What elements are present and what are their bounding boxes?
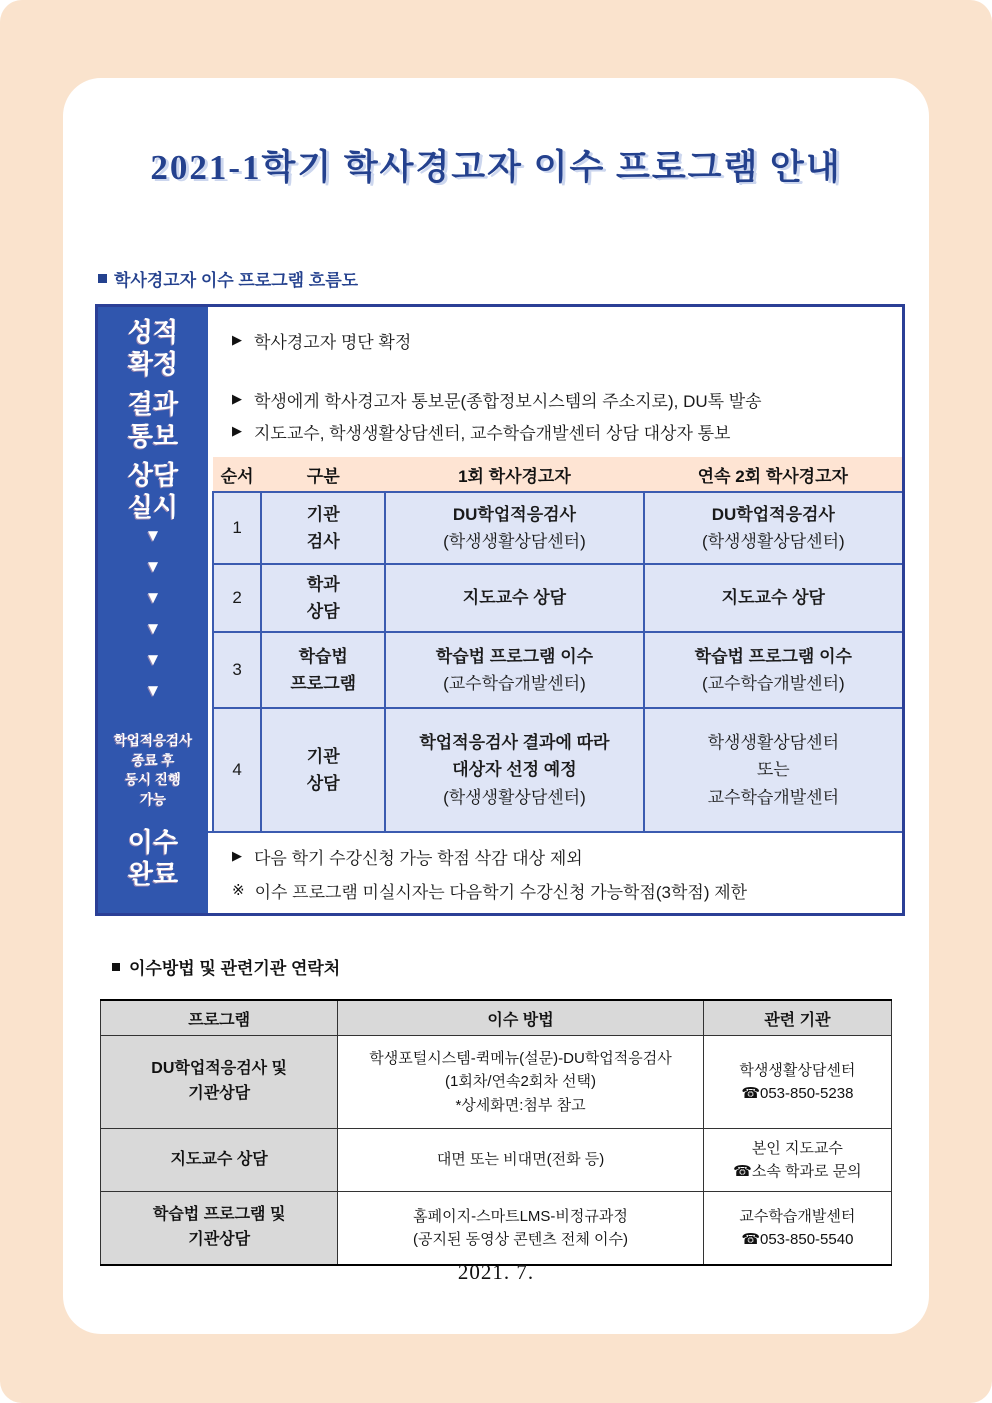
flow-step-complete xyxy=(208,831,902,913)
down-arrow-icon: ▼ xyxy=(144,681,162,700)
flow-step-line xyxy=(232,878,902,903)
cell-line: 기관상담 xyxy=(188,1085,251,1102)
flow-arrow-column xyxy=(98,520,208,706)
counsel-first-cell xyxy=(385,708,643,831)
contact-method-cell xyxy=(338,1192,703,1266)
cell-line: (학생생활상담센터) xyxy=(443,787,586,807)
contact-org-cell xyxy=(703,1036,891,1129)
cell-line: 또는 xyxy=(756,760,790,780)
counsel-second-cell xyxy=(644,564,902,632)
contact-program-cell xyxy=(101,1129,338,1192)
contact-table xyxy=(100,999,892,1266)
phone-line: ☎053-850-5238 xyxy=(741,1085,854,1102)
triangle-bullet-icon: ▶ xyxy=(232,848,242,863)
cell-line: 대면 또는 비대면(전화 등) xyxy=(436,1151,605,1169)
counsel-header-row xyxy=(213,457,902,492)
cell-line: (학생생활상담센터) xyxy=(701,532,845,551)
counsel-first-cell xyxy=(385,564,643,632)
counsel-no-cell: 2 xyxy=(213,564,261,632)
cell-line: 기관 xyxy=(306,504,340,524)
document-card xyxy=(63,78,929,1334)
contact-org-cell xyxy=(703,1129,891,1192)
sidebar-note-line: 가능 xyxy=(139,791,167,807)
cell-line: (교수학습개발센터) xyxy=(701,674,845,693)
contact-header-cell: 관련 기관 xyxy=(703,1000,891,1036)
reference-mark-icon: ※ xyxy=(232,882,245,899)
cell-line: 학업적응검사 결과에 따라 xyxy=(419,733,610,753)
table-row xyxy=(213,632,902,708)
contact-org-cell xyxy=(703,1192,891,1266)
cell-line: DU학업적응검사 및 xyxy=(151,1060,288,1078)
phone-line: ☎소속 학과로 문의 xyxy=(733,1163,862,1180)
down-arrow-icon: ▼ xyxy=(144,557,162,576)
flow-content xyxy=(208,307,902,913)
flow-sidebar xyxy=(98,307,208,913)
contact-method-cell xyxy=(338,1129,703,1192)
cell-line: DU학업적응검사 xyxy=(452,504,576,524)
cell-line: 학습법 xyxy=(298,646,348,666)
triangle-bullet-icon: ▶ xyxy=(232,332,242,347)
cell-line: 지도교수 상담 xyxy=(462,588,567,608)
stage-label-line: 이수 xyxy=(127,827,179,857)
sidebar-note-line: 학업적응검사 xyxy=(113,733,193,748)
triangle-bullet-icon: ▶ xyxy=(232,391,242,406)
square-bullet-icon xyxy=(112,963,120,971)
cell-line: 학생포털시스템-퀵메뉴(설문)-DU학업적응검사 xyxy=(369,1050,672,1068)
cell-line: 교수학습개발센터 xyxy=(707,787,839,807)
flow-step-line xyxy=(232,844,902,869)
down-arrow-icon: ▼ xyxy=(144,650,162,669)
contact-program-cell xyxy=(101,1192,338,1266)
cell-line: DU학업적응검사 xyxy=(711,504,835,524)
sidebar-note-line: 종료 후 xyxy=(131,752,175,768)
contact-header-row xyxy=(101,1000,892,1036)
counsel-header-cell: 순서 xyxy=(213,457,261,492)
counsel-second-cell xyxy=(644,632,902,708)
contact-header-cell: 프로그램 xyxy=(101,1000,338,1036)
down-arrow-icon: ▼ xyxy=(144,526,162,545)
flow-section-heading xyxy=(98,266,358,291)
flow-step-line xyxy=(232,419,902,444)
table-row xyxy=(101,1129,892,1192)
table-row xyxy=(213,708,902,831)
stage-result-notify xyxy=(98,389,208,452)
cell-line: *상세화면:첨부 참고 xyxy=(455,1096,586,1114)
down-arrow-icon: ▼ xyxy=(144,588,162,607)
flow-step-text: 학사경고자 명단 확정 xyxy=(254,332,412,352)
counsel-category-cell xyxy=(261,632,385,708)
contact-section-heading xyxy=(100,954,892,979)
cell-line: 기관 xyxy=(306,746,340,766)
footer-date: 2021. 7. xyxy=(457,1260,535,1284)
down-arrow-icon: ▼ xyxy=(144,619,162,638)
flow-step-text: 지도교수, 학생생활상담센터, 교수학습개발센터 상담 대상자 통보 xyxy=(254,423,731,443)
contact-section xyxy=(100,954,892,1266)
cell-line: 학과 xyxy=(306,574,340,594)
counsel-header-cell: 구분 xyxy=(261,457,385,492)
counsel-first-cell xyxy=(385,492,643,564)
cell-line: (교수학습개발센터) xyxy=(443,674,586,693)
stage-complete xyxy=(98,827,208,890)
cell-line: 본인 지도교수 xyxy=(751,1139,843,1157)
table-row xyxy=(101,1036,892,1129)
contact-section-heading-label: 이수방법 및 관련기관 연락처 xyxy=(129,959,341,978)
table-row xyxy=(213,492,902,564)
sidebar-note-line: 동시 진행 xyxy=(125,772,181,788)
stage-label-line: 성적 xyxy=(127,317,179,347)
cell-line: 상담 xyxy=(306,774,340,793)
flow-section-heading-label: 학사경고자 이수 프로그램 흐름도 xyxy=(114,271,359,290)
cell-line: (공지된 동영상 콘텐츠 전체 이수) xyxy=(412,1231,629,1248)
cell-line: 검사 xyxy=(306,532,340,551)
cell-line: 교수학습개발센터 xyxy=(739,1207,856,1225)
cell-line: 학습법 프로그램 이수 xyxy=(694,646,852,666)
phone-line: ☎053-850-5540 xyxy=(741,1231,854,1248)
cell-line: 홈페이지-스마트LMS-비정규과정 xyxy=(413,1207,628,1225)
page-title: 2021-1학기 학사경고자 이수 프로그램 안내 xyxy=(150,148,842,187)
counsel-no-cell: 1 xyxy=(213,492,261,564)
counsel-second-cell xyxy=(644,708,902,831)
counsel-no-cell: 4 xyxy=(213,708,261,831)
sidebar-note xyxy=(98,731,208,809)
stage-label-line: 완료 xyxy=(127,858,179,889)
cell-line: 지도교수 상담 xyxy=(721,588,825,608)
flow-step-text: 이수 프로그램 미실시자는 다음학기 수강신청 가능학점(3학점) 제한 xyxy=(254,882,748,902)
counsel-first-cell xyxy=(385,632,643,708)
counsel-category-cell xyxy=(261,564,385,632)
counsel-table xyxy=(212,457,902,831)
cell-line: 학습법 프로그램 이수 xyxy=(435,646,594,666)
table-row xyxy=(213,564,902,632)
flow-step-result-notify xyxy=(208,373,902,457)
stage-counsel xyxy=(98,460,208,523)
counsel-category-cell xyxy=(261,492,385,564)
cell-line: (학생생활상담센터) xyxy=(443,532,586,551)
cell-line: 학습법 프로그램 및 xyxy=(152,1206,286,1224)
flow-step-text: 학생에게 학사경고자 통보문(종합정보시스템의 주소지로), DU톡 발송 xyxy=(254,391,762,411)
contact-program-cell xyxy=(101,1036,338,1129)
cell-line: 상담 xyxy=(306,602,340,621)
cell-line: 대상자 선정 예정 xyxy=(452,760,577,780)
contact-header-cell: 이수 방법 xyxy=(338,1000,703,1036)
stage-label-line: 상담 xyxy=(127,460,179,490)
flow-step-line xyxy=(232,387,902,412)
cell-line: 지도교수 상담 xyxy=(170,1150,268,1168)
counsel-second-cell xyxy=(644,492,902,564)
cell-line: 기관상담 xyxy=(188,1231,251,1248)
stage-label-line: 확정 xyxy=(127,348,179,379)
counsel-header-cell: 1회 학사경고자 xyxy=(385,457,643,492)
table-row xyxy=(101,1192,892,1266)
stage-label-line: 실시 xyxy=(127,491,179,522)
stage-label-line: 통보 xyxy=(127,420,179,451)
triangle-bullet-icon: ▶ xyxy=(232,423,242,438)
stage-grade-confirm xyxy=(98,317,208,380)
flow-diagram xyxy=(95,304,905,916)
stage-label-line: 결과 xyxy=(127,389,179,419)
square-bullet-icon xyxy=(98,274,107,283)
cell-line: (1회차/연속2회차 선택) xyxy=(445,1073,596,1091)
counsel-header-cell: 연속 2회 학사경고자 xyxy=(644,457,902,492)
cell-line: 학생생활상담센터 xyxy=(739,1061,856,1079)
flow-step-text: 다음 학기 수강신청 가능 학점 삭감 대상 제외 xyxy=(254,848,583,868)
counsel-category-cell xyxy=(261,708,385,831)
flow-step-grade-confirm xyxy=(208,307,902,373)
counsel-no-cell: 3 xyxy=(213,632,261,708)
contact-method-cell xyxy=(338,1036,703,1129)
cell-line: 프로그램 xyxy=(290,674,357,693)
cell-line: 학생생활상담센터 xyxy=(707,733,839,753)
